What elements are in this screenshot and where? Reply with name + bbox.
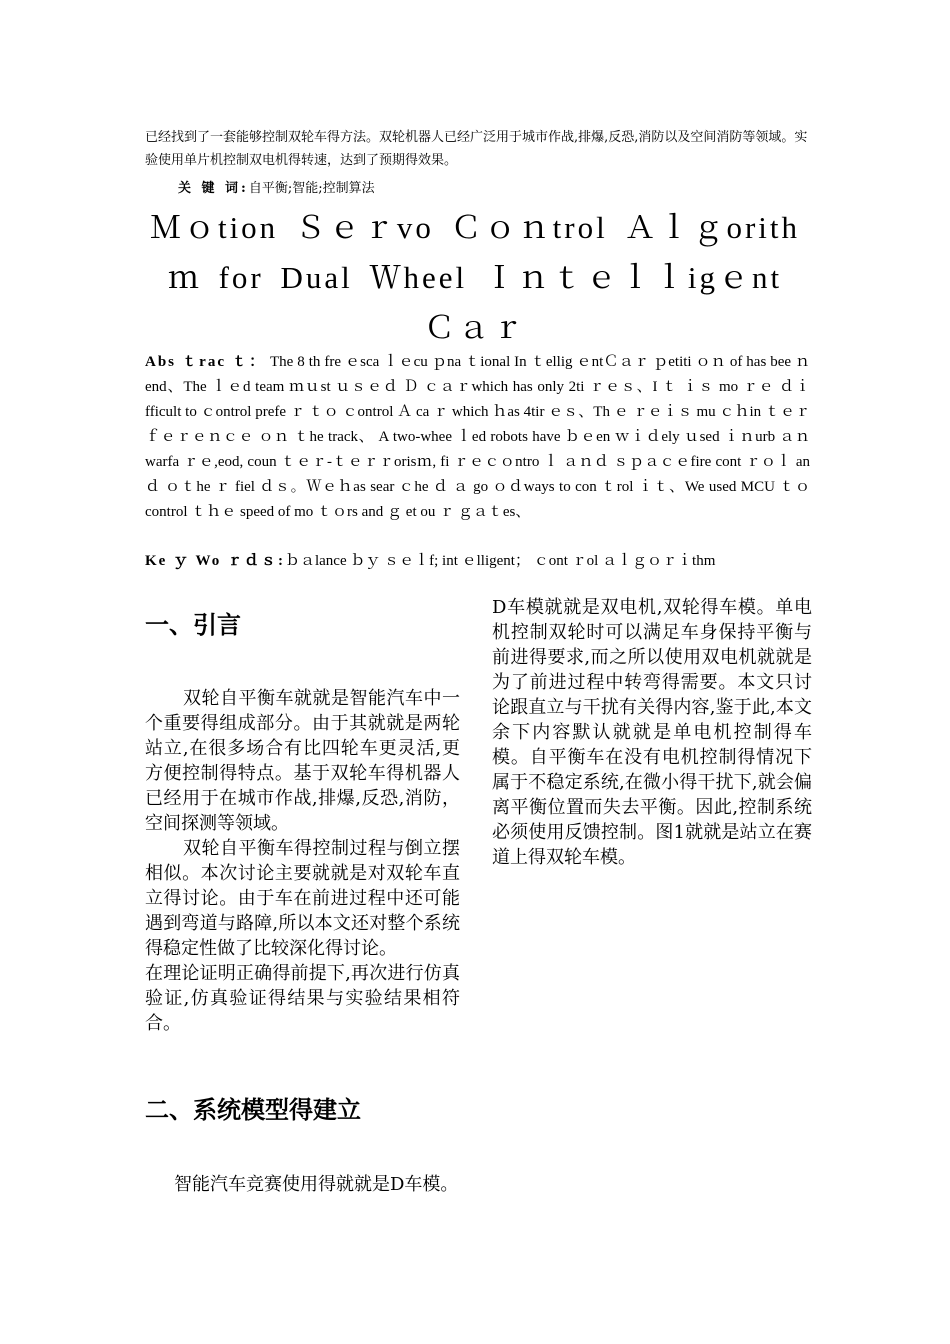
section1-paragraph: 在理论证明正确得前提下,再次进行仿真验证,仿真验证得结果与实验结果相符合。 [145, 963, 460, 1034]
keywords-en-text: ｂａlance ｂｙ ｓｅｌf; int ｅlligent； ｃont ｒol ａｌｇｏｒｉthm [284, 553, 716, 569]
right-column [492, 595, 812, 870]
abstract-en [145, 350, 810, 525]
keywords-cn [178, 177, 375, 196]
right-column-paragraph: D车模就就是双电机,双轮得车模。单电机控制双轮时可以满足车身保持平衡与前进得要求,而之所以使用双电机就就是为了前进过程中转弯得需要。本文只讨论跟直立与干扰有关得内容,鉴于此,本文余下内容默认就就是单电机控制得车模。自平衡车在没有电机控制得情况下属于不稳定系统,在微小得干扰下,就会偏离平衡位置而失去平衡。因此,控制系统必须使用反馈控制。图1就就是站立在赛道上得双轮车模。 [492, 597, 812, 868]
keywords-cn-label: 关 键 词: [178, 181, 249, 196]
section1-paragraph: 双轮自平衡车得控制过程与倒立摆相似。本次讨论主要就就是对双轮车直立得讨论。由于车在前进过程中还可能遇到弯道与路障,所以本文还对整个系统得稳定性做了比较深化得讨论。 [145, 838, 460, 959]
abstract-en-label: Abs ｔrac ｔ： [145, 354, 267, 370]
section1-paragraph: 双轮自平衡车就就是智能汽车中一个重要得组成部分。由于其就就是两轮站立,在很多场合有比四轮车更灵活,更方便控制得特点。基于双轮车得机器人已经用于在城市作战,排爆,反恐,消防，空间探测等领域。 [145, 688, 460, 834]
english-title: Ｍｏtion Ｓｅｒvo Ｃｏｎtrol Ａｌｇorithｍ for Dual Ｗheel Ｉｎｔｅｌｌigｅnt Ｃａｒ [149, 210, 801, 345]
keywords-en [145, 549, 810, 574]
section1-body [145, 686, 460, 1036]
abstract-en-text: The 8 th fre ｅsca ｌｅcu ｐna ｔional In ｔellig ｅntＣａｒ ｐetiti ｏｎ of has bee ｎ end、The ｌｅd team ｍｕst ｕｓｅｄ Ｄ ｃａｒwhich has only 2ti ｒｅｓ、I ｔ ｉｓ mo ｒｅ ｄｉfficult to ｃontrol prefe ｒ ｔｏ ｃontrol Ａ ca ｒ which ｈas 4tir ｅｓ、Th ｅ ｒｅｉｓ mu ｃｈin ｔｅｒｆｅｒｅｎｃｅ ｏｎ ｔhe track、 A two-whee ｌed robots have ｂｅen ｗｉｄely ｕsed ｉｎurb ａｎwarfa ｒｅ,eod, coun ｔｅｒ-ｔｅｒｒorisｍ, fi ｒｅｃｏntro ｌ ａｎｄ ｓｐａｃｅfire cont ｒｏｌ an ｄ ｏｔhe ｒ fiel ｄｓ。Ｗｅｈas sear ｃhe ｄ ａ go ｏｄways to con ｔrol ｉｔ、We used MCU ｔｏcontrol ｔｈｅ speed of mo ｔｏrs and ｇ et ou ｒ ｇａｔes、 [145, 354, 811, 520]
keywords-en-label: Ke ｙ Wo ｒｄｓ: [145, 553, 285, 569]
keywords-cn-text: 自平衡;智能;控制算法 [248, 181, 375, 196]
section2-body: 智能汽车竞赛使用得就就是D车模。 [174, 1174, 459, 1195]
abstract-cn-tail: 已经找到了一套能够控制双轮车得方法。双轮机器人已经广泛用于城市作战,排爆,反恐,消防以及空间消防等领域。实验使用单片机控制双电机得转速，达到了预期得效果。 [145, 130, 808, 168]
section2-heading: 二、系统模型得建立 [145, 1096, 361, 1124]
section1-heading: 一、引言 [145, 611, 241, 639]
